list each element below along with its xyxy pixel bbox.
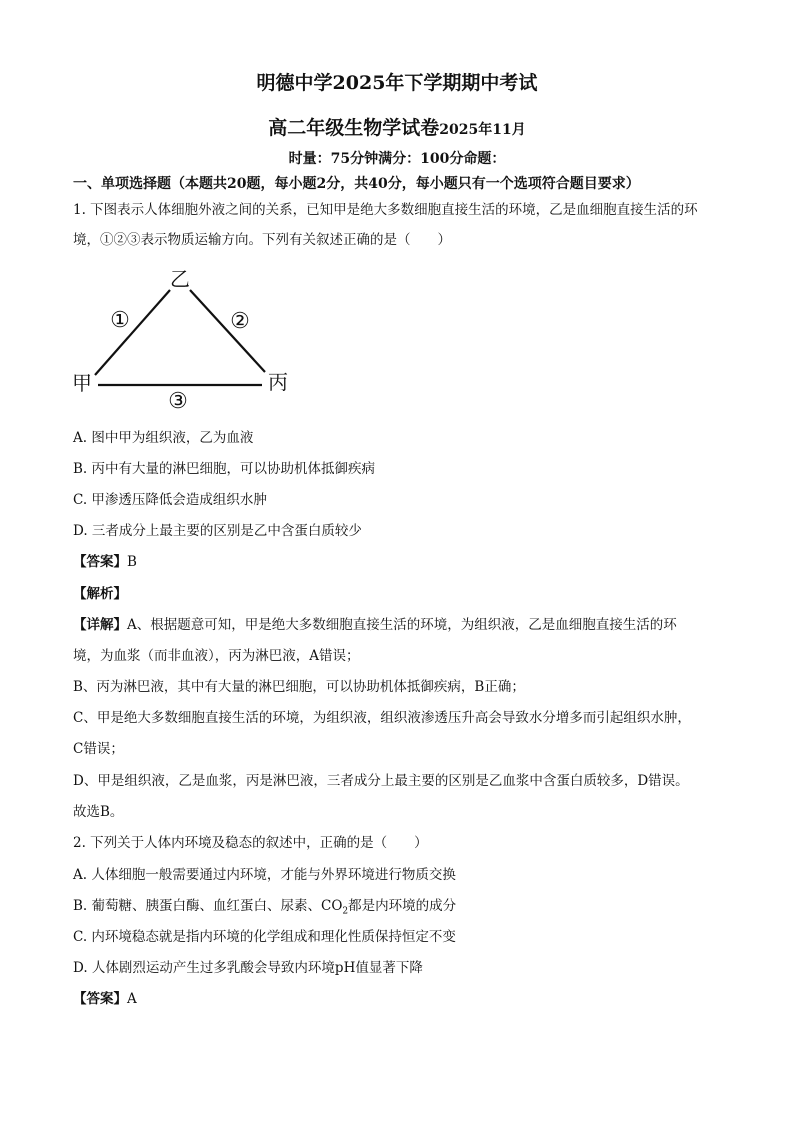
answer-tag: 【答案】 xyxy=(73,554,127,570)
q1-detail-line4: C、甲是绝大多数细胞直接生活的环境，为组织液，组织液渗透压升高会导致水分增多而引起组织水肿， xyxy=(73,710,691,726)
node-yi: 乙 xyxy=(170,267,190,291)
q2-option-b-text: B. 葡萄糖、胰蛋白酶、血红蛋白、尿素、CO xyxy=(73,898,343,914)
answer-value: A xyxy=(127,991,137,1007)
q2-option-b xyxy=(73,897,456,915)
q1-stem-line1: 1. 下图表示人体细胞外液之间的关系，已知甲是绝大多数细胞直接生活的环境，乙是血细胞直接生活的环 xyxy=(73,202,698,218)
q1-option-d: D. 三者成分上最主要的区别是乙中含蛋白质较少 xyxy=(73,523,362,539)
answer-tag: 【答案】 xyxy=(73,991,127,1007)
q1-detail-line5: C错误； xyxy=(73,741,124,757)
q1-detail-line6: D、甲是组织液，乙是血浆，丙是淋巴液，三者成分上最主要的区别是乙血浆中含蛋白质较多，D错误。 xyxy=(73,773,689,789)
node-bing: 丙 xyxy=(268,370,288,394)
q1-analysis-tag: 【解析】 xyxy=(73,586,127,602)
q1-stem-line2: 境，①②③表示物质运输方向。下列有关叙述正确的是（ ） xyxy=(73,232,451,248)
arrow-label-2: ② xyxy=(230,309,250,334)
q2-option-d: D. 人体剧烈运动产生过多乳酸会导致内环境pH值显著下降 xyxy=(73,960,423,976)
edge-left xyxy=(95,290,170,375)
subject-title: 高二年级生物学试卷 xyxy=(268,117,440,139)
body-fluid-diagram xyxy=(70,262,300,417)
q1-option-c: C. 甲渗透压降低会造成组织水肿 xyxy=(73,492,267,508)
exam-meta: 时量：75分钟满分：100分命题： xyxy=(288,151,506,167)
answer-value: B xyxy=(127,554,137,570)
q1-option-a: A. 图中甲为组织液，乙为血液 xyxy=(73,430,254,446)
exam-title: 明德中学2025年下学期期中考试 xyxy=(256,72,538,94)
detail-text-1: A、根据题意可知，甲是绝大多数细胞直接生活的环境，为组织液，乙是血细胞直接生活的环 xyxy=(127,617,677,633)
q2-option-a: A. 人体细胞一般需要通过内环境，才能与外界环境进行物质交换 xyxy=(73,867,456,883)
co2-subscript: 2 xyxy=(342,906,349,917)
edge-right xyxy=(190,290,265,372)
arrow-label-3: ③ xyxy=(168,389,188,414)
q2-option-b-tail: 都是内环境的成分 xyxy=(348,898,457,914)
arrow-label-1: ① xyxy=(110,308,130,333)
node-jia: 甲 xyxy=(72,371,92,395)
q1-detail-line7: 故选B。 xyxy=(73,804,124,820)
q1-detail-line3: B、丙为淋巴液，其中有大量的淋巴细胞，可以协助机体抵御疾病，B正确； xyxy=(73,679,525,695)
exam-date: 2025年11月 xyxy=(439,122,526,138)
exam-subtitle xyxy=(0,113,794,140)
q2-answer xyxy=(73,990,137,1008)
section-heading: 一、单项选择题（本题共20题，每小题2分，共40分，每小题只有一个选项符合题目要求） xyxy=(73,176,640,192)
q1-detail-line2: 境，为血浆（而非血液），丙为淋巴液，A错误； xyxy=(73,648,360,664)
detail-tag: 【详解】 xyxy=(73,617,127,633)
q1-option-b: B. 丙中有大量的淋巴细胞，可以协助机体抵御疾病 xyxy=(73,461,376,477)
q1-answer xyxy=(73,553,137,571)
q2-option-c: C. 内环境稳态就是指内环境的化学组成和理化性质保持恒定不变 xyxy=(73,929,456,945)
q1-detail-line1 xyxy=(73,616,677,634)
q2-stem: 2. 下列关于人体内环境及稳态的叙述中，正确的是（ ） xyxy=(73,835,428,851)
